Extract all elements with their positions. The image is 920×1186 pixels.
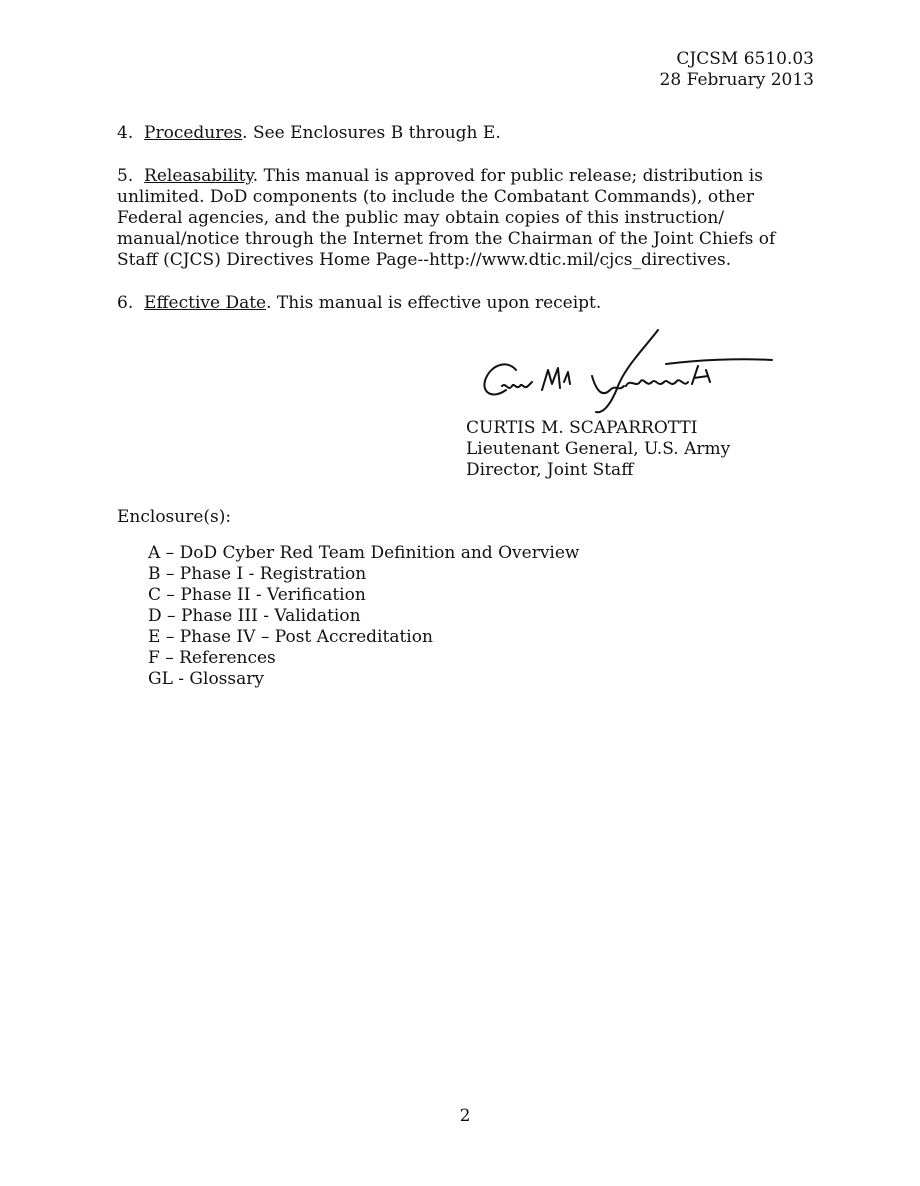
paragraph-effective-date [117,293,817,314]
list-item: A – DoD Cyber Red Team Definition and Overview [148,543,580,563]
paragraph-number: 6. [117,293,134,313]
paragraph-heading: Releasability [144,166,253,186]
document-date: 28 February 2013 [659,70,814,90]
list-item: F – References [148,648,276,668]
paragraph-number: 5. [117,166,134,186]
paragraph-releasability [117,166,817,271]
signature-block [466,418,730,481]
document-header [660,49,814,91]
paragraph-text: . See Enclosures B through E. [242,123,501,143]
handwritten-signature [478,326,778,416]
list-item: E – Phase IV – Post Accreditation [148,627,433,647]
signer-title: Director, Joint Staff [466,460,634,480]
paragraph-text: . This manual is approved for public release; distribution is unlimited. DoD components (to include the Combatant Commands), other Federal agencies, and the public may obtain copies of this instruction/ manual/notice through the Internet from the Chairman of the Joint Chiefs of Staff (CJCS) Directives Home Page--http://www.dtic.mil/cjcs_directives. [117,166,776,270]
signer-name: CURTIS M. SCAPARROTTI [466,418,698,438]
paragraph-heading: Effective Date [144,293,267,313]
paragraph-heading: Procedures [144,123,243,143]
enclosures-list [148,543,579,690]
list-item: D – Phase III - Validation [148,606,361,626]
paragraph-number: 4. [117,123,134,143]
paragraph-text: . This manual is effective upon receipt. [266,293,602,313]
document-id: CJCSM 6510.03 [676,49,814,69]
signer-rank: Lieutenant General, U.S. Army [466,439,731,459]
list-item: C – Phase II - Verification [148,585,366,605]
page-number: 2 [459,1106,471,1126]
enclosures-label: Enclosure(s): [117,507,232,527]
list-item: GL - Glossary [148,669,264,689]
paragraph-procedures [117,123,817,144]
list-item: B – Phase I - Registration [148,564,367,584]
